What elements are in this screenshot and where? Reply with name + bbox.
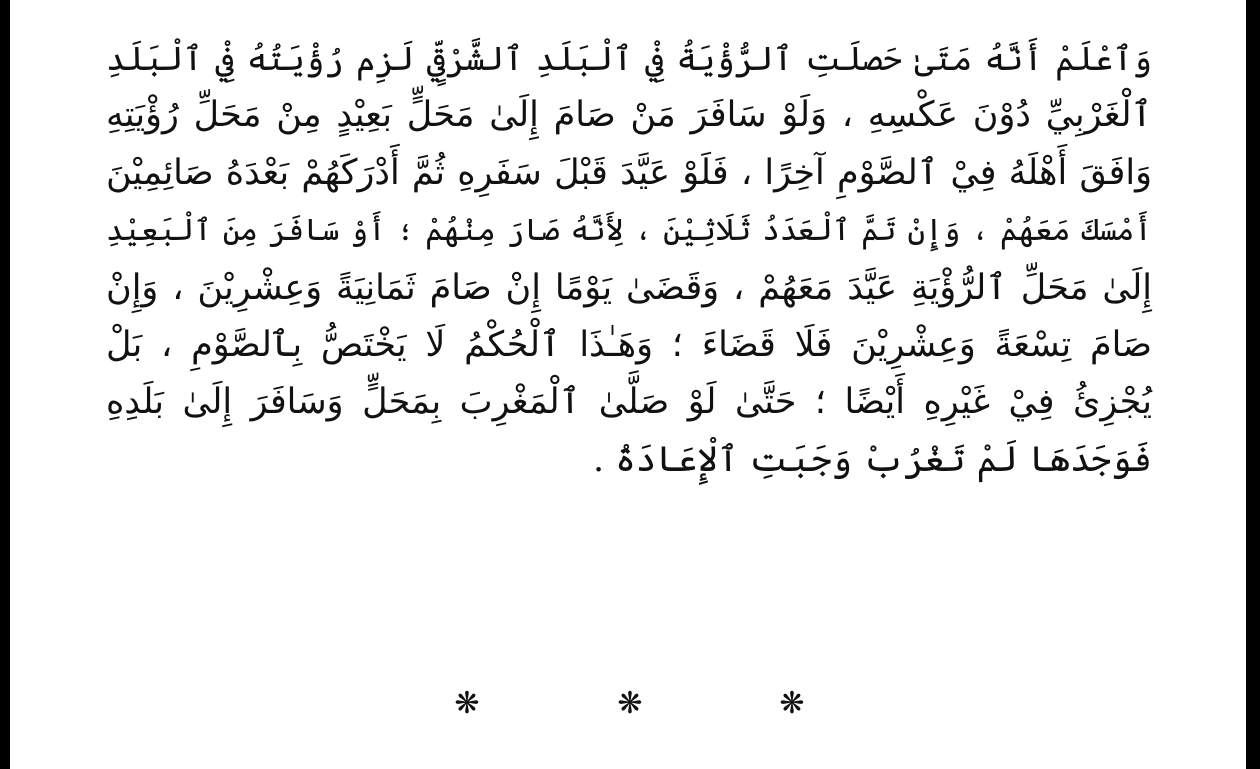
text-line-1: وَٱعْلَمْ أَنَّهُ مَتَىٰ حَصلَتِ ٱلرُّؤْيَةُ فِيْ ٱلْبَلَدِ ٱلشَّرْقِيِّ لَزِم رُؤْيَتُهُ فِيْ ٱلْبَلَدِ — [106, 39, 1152, 78]
text-line-3: وَافَقَ أَهْلَهُ فِيْ ٱلصَّوْمِ آخِرًا ، فَلَوْ عَيَّدَ قَبْلَ سَفَرِهِ ثُمَّ أَدْرَكَهُمْ بَعْدَهُ صَائِمِيْنَ — [106, 152, 1152, 193]
document-page — [10, 0, 1246, 769]
asterism-icon: ❋ — [454, 686, 480, 721]
text-line-6: صَامَ تِسْعَةً وَعِشْرِيْنَ فَلَا قَضَاءَ ؛ وَهَـٰذَا ٱلْحُكْمُ لَا يَخْتَصُّ بِٱلصَّوْمِ ، بَلْ — [106, 324, 1152, 365]
section-separator — [10, 684, 1246, 724]
asterism-icon: ❋ — [779, 686, 805, 721]
text-line-7: يُجْزِئُ فِيْ غَيْرِهِ أَيْضًا ؛ حَتَّىٰ لَوْ صَلَّىٰ ٱلْمَغْرِبَ بِمَحَلٍّ وَسَافَرَ إِلَىٰ بَلَدِهِ — [106, 382, 1152, 423]
text-line-8: فَوَجَدَهَا لَمْ تَغْرُبْ وَجَبَتِ ٱلْإِعَادَةُ . — [593, 439, 1152, 480]
arabic-text-block — [106, 30, 1152, 489]
text-line-4: أَمْسَكَ مَعَهُمْ ، وَإِنْ تَمَّ ٱلْعَدَدُ ثَلَاثِيْنَ ، لِأَنَّهُ صَارَ مِنْهُمْ ؛ أَوْ سَافَرَ مِنَ ٱلْبَعِيْدِ — [106, 213, 1152, 249]
text-line-5: إِلَىٰ مَحَلِّ ٱلرُّؤْيَةِ عَيَّدَ مَعَهُمْ ، وَقَضَىٰ يَوْمًا إِنْ صَامَ ثَمَانِيَةً وَعِشْرِيْنَ ، وَإِنْ — [106, 267, 1152, 308]
asterism-icon: ❋ — [617, 686, 643, 721]
text-line-2: ٱلْغَرْبِيِّ دُوْنَ عَكْسِهِ ، وَلَوْ سَافَرَ مَنْ صَامَ إِلَىٰ مَحَلٍّ بَعِيْدٍ مِنْ مَحَلِّ رُؤْيَتِهِ — [106, 95, 1152, 136]
